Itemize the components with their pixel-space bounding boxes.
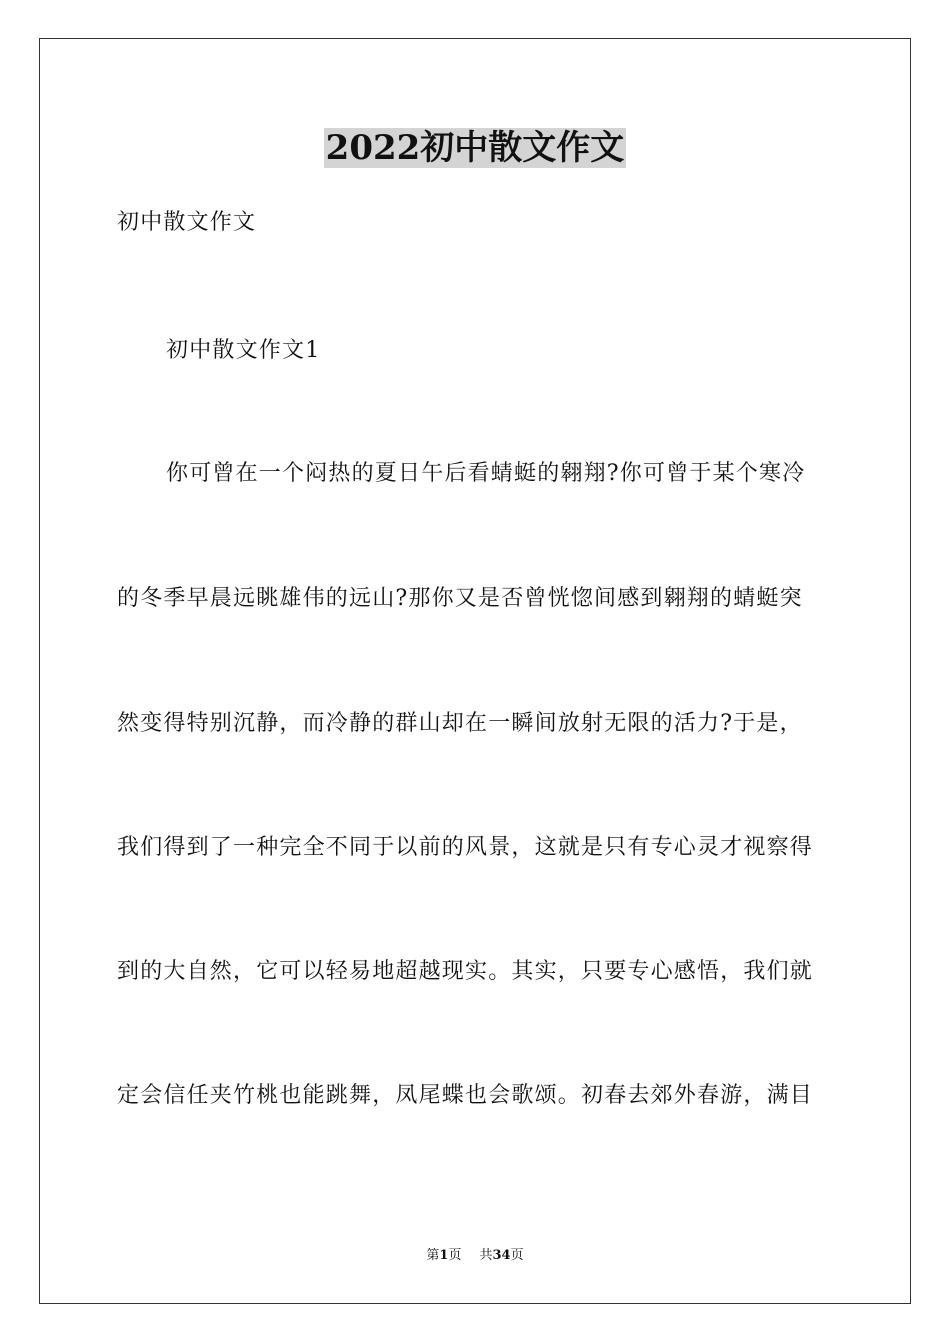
total-prefix: 共 bbox=[479, 1248, 493, 1263]
section-heading: 初中散文作文1 bbox=[166, 338, 321, 363]
page-number: 1 bbox=[439, 1248, 449, 1263]
page-prefix: 第 bbox=[426, 1248, 440, 1263]
document-subtitle: 初中散文作文 bbox=[117, 210, 257, 235]
paragraph-line: 你可曾在一个闷热的夏日午后看蜻蜓的翱翔?你可曾于某个寒冷 bbox=[166, 461, 806, 486]
document-title-text: 2022初中散文作文 bbox=[325, 128, 625, 168]
paragraph-line: 我们得到了一种完全不同于以前的风景，这就是只有专心灵才视察得 bbox=[117, 835, 814, 860]
paragraph-line: 到的大自然，它可以轻易地超越现实。其实，只要专心感悟，我们就 bbox=[117, 959, 814, 984]
paragraph-line: 定会信任夹竹桃也能跳舞，凤尾蝶也会歌颂。初春去郊外春游，满目 bbox=[117, 1083, 814, 1108]
total-suffix: 页 bbox=[510, 1248, 524, 1263]
document-title bbox=[0, 126, 950, 170]
page-suffix: 页 bbox=[448, 1248, 462, 1263]
paragraph-line: 的冬季早晨远眺雄伟的远山?那你又是否曾恍惚间感到翱翔的蜻蜓突 bbox=[117, 586, 803, 611]
page-footer bbox=[0, 1247, 950, 1265]
total-pages: 34 bbox=[492, 1248, 511, 1263]
paragraph-line: 然变得特别沉静，而冷静的群山却在一瞬间放射无限的活力?于是， bbox=[117, 711, 803, 736]
